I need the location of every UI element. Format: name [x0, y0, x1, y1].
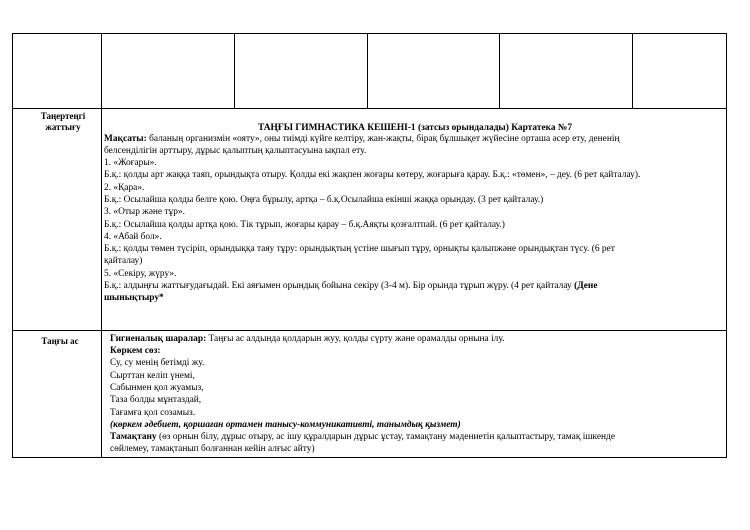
subject-label-cont: шынықтыру* — [104, 293, 164, 303]
poem-line: Сабынмен қол жуамыз, — [110, 383, 204, 393]
top-row-divider-4 — [632, 33, 633, 108]
food-text: (өз орнын білу, дұрыс отыру, ас ішу құралдарын дұрыс ұстау, тамақтану мәдениетін қалыптастыру, тамақ ішкенде — [156, 432, 615, 442]
exercise-line: 2. «Қара». — [104, 183, 145, 193]
exercise-line-last — [104, 280, 598, 292]
poem-line: Су, су менің бетімді жу. — [110, 358, 205, 368]
label-column-divider — [101, 33, 102, 458]
exercise-line: қайталау) — [104, 256, 143, 266]
row-label-breakfast: Таңғы ас — [41, 336, 79, 346]
goal-text-cont: белсенділігін арттыру, дұрыс қалыптың қалыптасуына ықпал ету. — [104, 146, 367, 156]
top-row-divider-2 — [367, 33, 368, 108]
food-text-cont: сөйлемеу, тамақтанып болғаннан кейін алғыс айту) — [110, 444, 315, 454]
poem-label: Көркем сөз: — [110, 346, 161, 356]
poem-line: Таза болды мұнтаздай, — [110, 395, 202, 405]
gymnastics-title: ТАҢҒЫ ГИМНАСТИКА КЕШЕНІ-1 (затсыз орындалады) Картатека №7 — [257, 123, 573, 133]
exercise-line-text: Б.қ.: алдыңғы жаттығудағыдай. Екі аяғымен орындық бойына секіру (3-4 м). Бір орында тұрып жүру. (4 рет қайталау — [104, 281, 575, 291]
row-divider-2 — [12, 330, 727, 331]
poem-line: Сырттан келіп үнемі, — [110, 371, 195, 381]
poem-line: Тағамға қол созамыз. — [110, 408, 196, 418]
top-row-divider-3 — [499, 33, 500, 108]
goal-label: Мақсаты: — [104, 134, 147, 144]
hygiene-text: Таңғы ас алдында қолдарын жуу, қолды сүрту және орамалды орнына ілу. — [206, 334, 505, 344]
goal-text: баланың организмін «ояту», оны тиімді күйге келтіру, жан-жақты, бірақ бұлшықет жүйесіне орташа әсер ету, дененің — [146, 134, 620, 144]
exercise-line: Б.қ.: Осылайша қолды артқа қою. Тік тұрып, жоғары қарау – б.қ.Аяқты қозғалтпай. (6 рет қайталау.) — [104, 220, 505, 230]
exercise-line: Б.қ.: қолды арт жаққа таяп, орындықта отыру. Қолды екі жақпен жоғары көтеру, жоғарыға қарау. Б.қ.: «төмен», – деу. (6 рет қайталау). — [104, 170, 641, 180]
top-row-divider-1 — [234, 33, 235, 108]
subject-label: (Дене — [574, 281, 598, 291]
hygiene-label: Гигиеналық шаралар: — [110, 334, 207, 344]
exercise-line: 3. «Отыр және тұр». — [104, 207, 185, 217]
exercise-line: 5. «Секіру, жүру». — [104, 269, 177, 279]
row-divider-1 — [12, 108, 727, 109]
exercise-line: 4. «Абай бол». — [104, 232, 162, 242]
activity-note: (көркем әдебиет, қоршаған ортамен танысу-коммуникативті, танымдық қызмет) — [110, 420, 461, 430]
gymnastics-goal — [104, 133, 619, 145]
food-label: Тамақтану — [110, 432, 157, 442]
row-label-morning-exercise: Таңертеңгі жаттығу — [40, 111, 86, 132]
exercise-line: 1. «Жоғары». — [104, 158, 157, 168]
hygiene-line — [110, 333, 504, 345]
food-line — [110, 431, 615, 443]
exercise-line: Б.қ.: қолды төмен түсіріп, орындыққа таяу тұру: орындықтың үстіне шығып тұру, орнықты қалыпжәне орындықтан түсу. (6 рет — [104, 244, 615, 254]
exercise-line: Б.қ.: Осылайша қолды белге қою. Оңға бұрылу, артқа – б.қ.Осылайша екінші жаққа орындау. (3 рет қайталау.) — [104, 195, 544, 205]
